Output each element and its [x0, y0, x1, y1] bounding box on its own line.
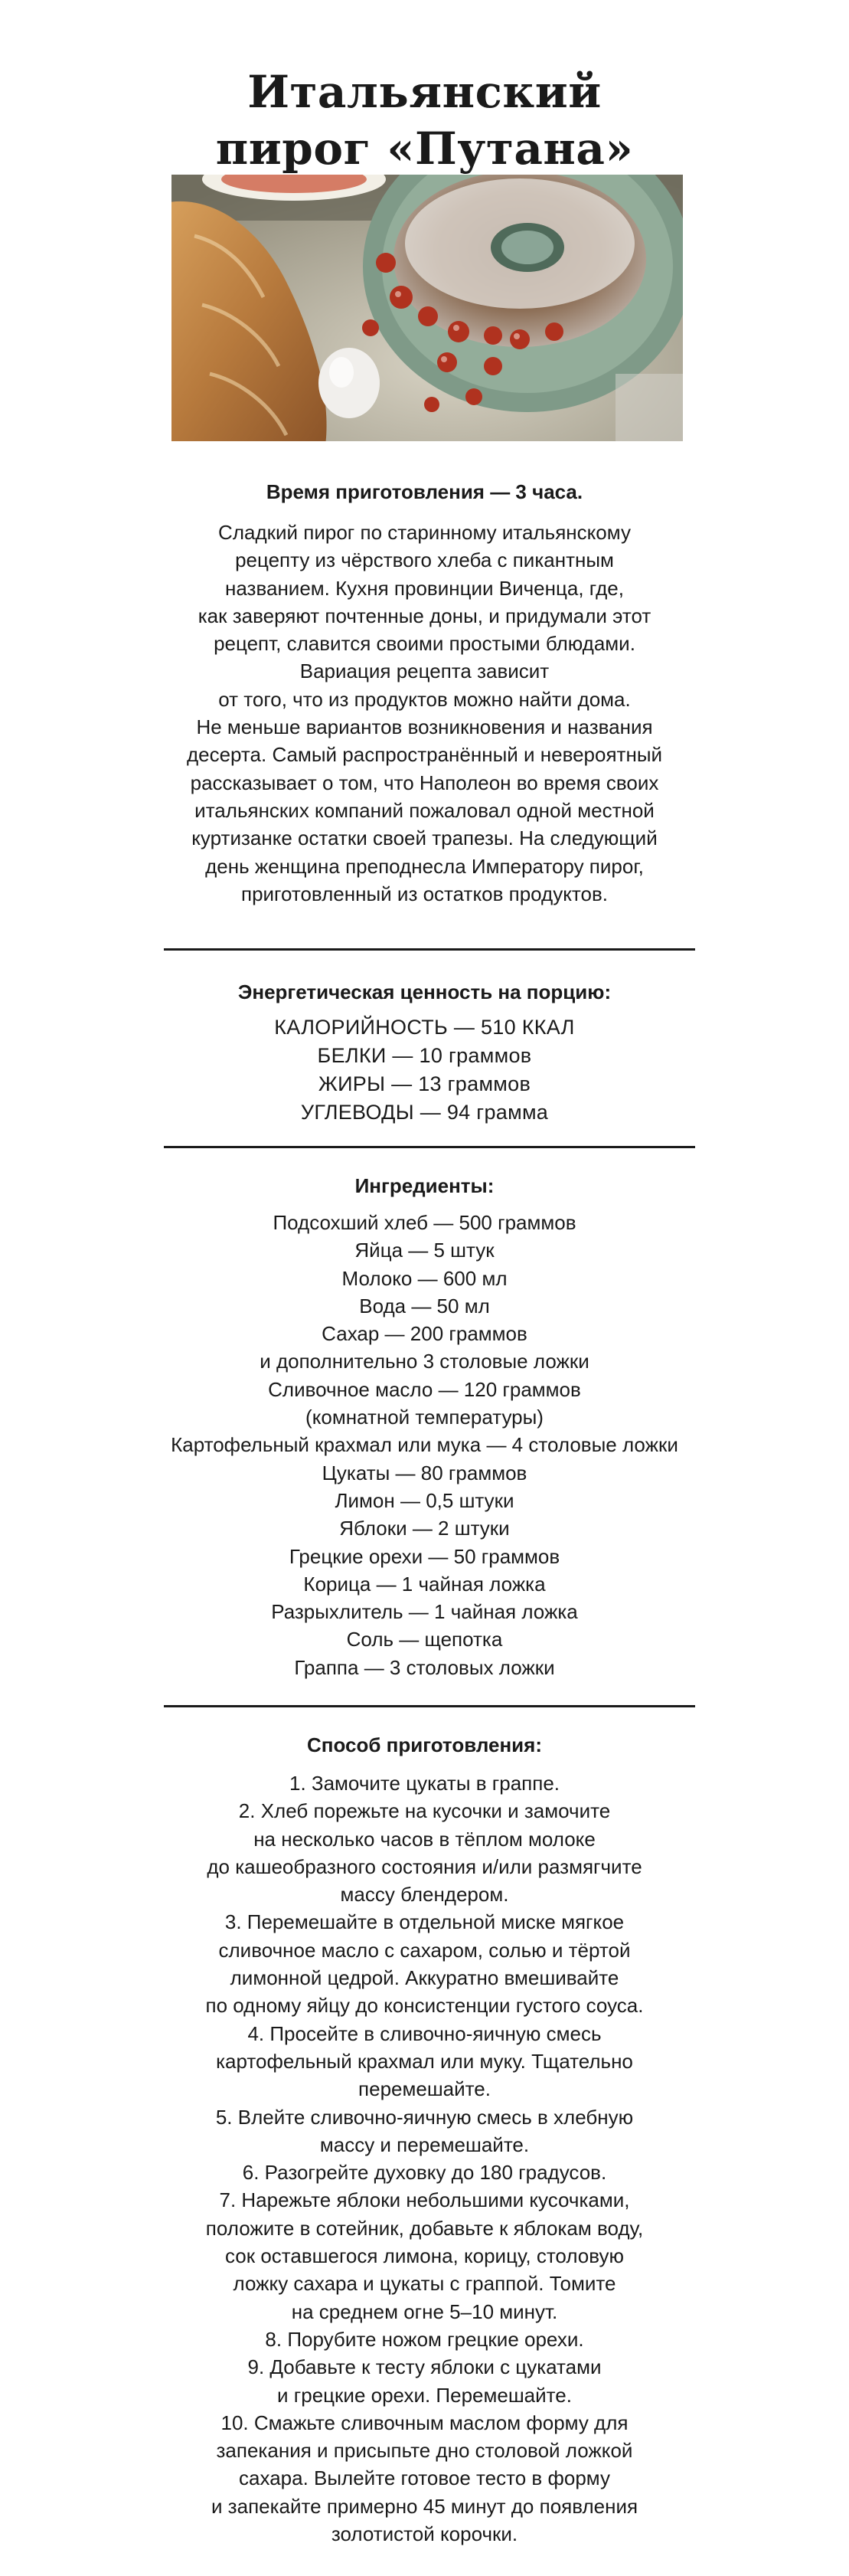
intro-line: Сладкий пирог по старинному итальянскому [218, 521, 631, 544]
intro-line: рецепт, славится своими простыми блюдами. [214, 632, 635, 656]
method-line: картофельный крахмал или муку. Тщательно [216, 2049, 633, 2073]
nutrition-line: ЖИРЫ — 13 граммов [318, 1072, 531, 1095]
method-line: массу блендером. [340, 1883, 509, 1907]
title-line: Итальянский [247, 65, 602, 118]
intro-line: итальянских компаний пожаловал одной местной [194, 798, 655, 822]
method-line: 8. Порубите ножом грецкие орехи. [265, 2327, 584, 2351]
section-divider [164, 948, 695, 951]
method-line: запекания и присыпьте дно столовой ложкой [216, 2439, 633, 2463]
method-line: 6. Разогрейте духовку до 180 градусов. [242, 2161, 607, 2185]
ingredient-item: Граппа — 3 столовых ложки [294, 1655, 555, 1679]
method-line: 9. Добавьте к тесту яблоки с цукатами [247, 2355, 602, 2379]
title-line: пирог «Путана» [215, 122, 634, 175]
method-line: 1. Замочите цукаты в граппе. [289, 1772, 560, 1795]
method-line: и грецкие орехи. Перемешайте. [277, 2383, 572, 2407]
section-divider [164, 1705, 695, 1707]
intro-line: день женщина преподнесла Императору пирог, [205, 854, 644, 878]
method-line: и запекайте примерно 45 минут до появления [211, 2494, 638, 2518]
intro-line: от того, что из продуктов можно найти дома. [218, 687, 631, 711]
method-line: сахара. Вылейте готовое тесто в форму [239, 2466, 610, 2490]
ingredients-section [0, 1172, 849, 1681]
ingredient-item: Разрыхлитель — 1 чайная ложка [271, 1600, 578, 1624]
method-heading: Способ приготовления: [307, 1733, 542, 1756]
intro-line: как заверяют почтенные доны, и придумали этот [198, 604, 651, 627]
ingredient-item: (комнатной температуры) [305, 1406, 544, 1429]
intro-line: Не меньше вариантов возникновения и названия [196, 715, 653, 739]
ingredients-heading: Ингредиенты: [354, 1174, 495, 1197]
intro-line: названием. Кухня провинции Виченца, где, [225, 576, 624, 600]
method-line: сок оставшегося лимона, корицу, столовую [224, 2244, 624, 2268]
method-line: 5. Влейте сливочно-яичную смесь в хлебную [215, 2105, 634, 2129]
intro-line: рассказывает о том, что Наполеон во время своих [190, 771, 659, 794]
method-line: 2. Хлеб порежьте на кусочки и замочите [238, 1799, 611, 1823]
ingredient-item: Корица — 1 чайная ложка [303, 1572, 546, 1596]
method-line: по одному яйцу до консистенции густого соуса. [205, 1994, 644, 2018]
method-line: 4. Просейте в сливочно-яичную смесь [247, 2021, 602, 2045]
method-line: на среднем огне 5–10 минут. [291, 2299, 558, 2323]
ingredient-item: Цукаты — 80 граммов [322, 1461, 527, 1484]
cake-photo-icon [171, 175, 683, 441]
method-line: до кашеобразного состояния и/или размягчите [207, 1854, 642, 1878]
ingredient-item: Соль — щепотка [346, 1628, 503, 1651]
intro-line: рецепту из чёрствого хлеба с пикантным [235, 548, 614, 572]
ingredient-item: Подсохший хлеб — 500 граммов [273, 1211, 576, 1234]
intro-section [0, 478, 849, 908]
method-section [0, 1731, 849, 2548]
ingredient-item: Картофельный крахмал или мука — 4 столовые ложки [171, 1433, 678, 1457]
method-line: 10. Смажьте сливочным маслом форму для [220, 2411, 629, 2434]
ingredient-item: и дополнительно 3 столовые ложки [260, 1350, 589, 1373]
method-line: 7. Нарежьте яблоки небольшими кусочками, [219, 2188, 630, 2212]
intro-line: десерта. Самый распространённый и невероятный [186, 743, 663, 767]
cooking-time-heading: Время приготовления — 3 часа. [266, 480, 583, 503]
nutrition-line: КАЛОРИЙНОСТЬ — 510 ККАЛ [274, 1016, 575, 1039]
nutrition-section [0, 978, 849, 1127]
ingredient-item: Сливочное масло — 120 граммов [268, 1377, 581, 1401]
ingredient-item: Сахар — 200 граммов [322, 1322, 527, 1346]
method-line: сливочное масло с сахаром, солью и тёртой [218, 1938, 631, 1962]
recipe-photo [171, 175, 683, 441]
nutrition-heading: Энергетическая ценность на порцию: [237, 980, 612, 1003]
method-line: массу и перемешайте. [319, 2132, 530, 2156]
nutrition-line: УГЛЕВОДЫ — 94 грамма [300, 1101, 549, 1124]
method-line: положите в сотейник, добавьте к яблокам воду, [205, 2216, 644, 2240]
nutrition-line: БЕЛКИ — 10 граммов [317, 1044, 532, 1067]
method-line: 3. Перемешайте в отдельной миске мягкое [224, 1910, 625, 1934]
intro-line: приготовленный из остатков продуктов. [240, 882, 609, 905]
intro-line: куртизанке остатки своей трапезы. На следующий [191, 826, 658, 850]
method-line: золотистой корочки. [331, 2522, 518, 2546]
ingredient-item: Молоко — 600 мл [341, 1266, 508, 1290]
method-line: перемешайте. [358, 2077, 491, 2101]
method-line: лимонной цедрой. Аккуратно вмешивайте [230, 1966, 619, 1990]
intro-line: Вариация рецепта зависит [299, 660, 550, 683]
method-line: на несколько часов в тёплом молоке [253, 1827, 596, 1851]
ingredient-item: Яблоки — 2 штуки [339, 1517, 510, 1540]
ingredient-item: Яйца — 5 штук [354, 1239, 495, 1262]
ingredient-item: Лимон — 0,5 штуки [335, 1488, 514, 1512]
ingredient-item: Вода — 50 мл [359, 1294, 490, 1317]
method-line: ложку сахара и цукаты с граппой. Томите [233, 2272, 616, 2296]
section-divider [164, 1146, 695, 1148]
ingredient-item: Грецкие орехи — 50 граммов [289, 1544, 560, 1568]
page-title [0, 64, 849, 177]
